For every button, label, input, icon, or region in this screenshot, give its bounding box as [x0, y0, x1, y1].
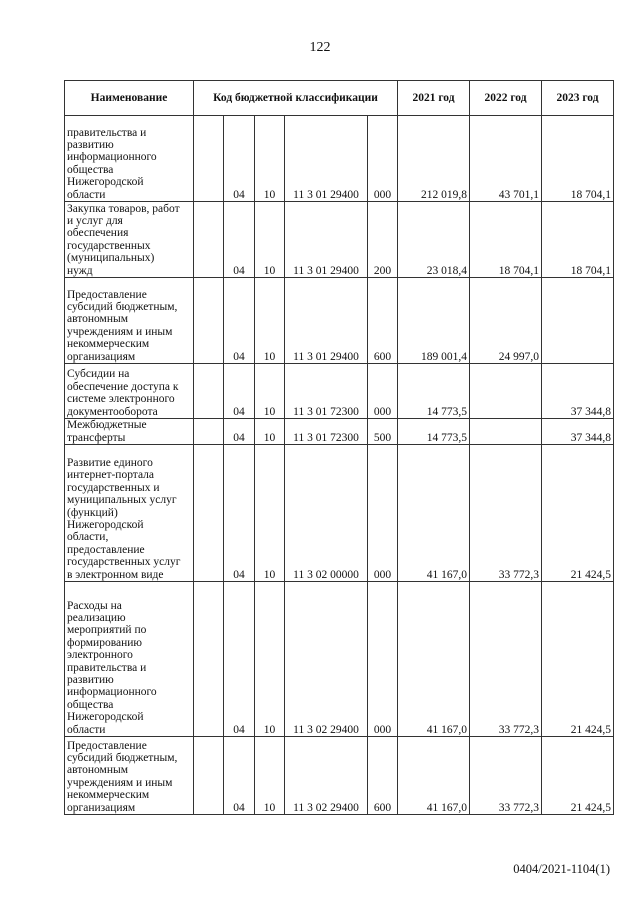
code-expense-type: 000 — [368, 364, 398, 419]
code-expense-type: 200 — [368, 202, 398, 278]
row-name: Предоставление субсидий бюджетным, автономным учреждениям и иным некоммерческим организациям — [65, 737, 194, 815]
row-name: Межбюджетные трансферты — [65, 419, 194, 445]
code-subsection: 10 — [255, 419, 285, 445]
code-subsection: 10 — [255, 445, 285, 582]
code-target-article: 11 3 02 29400 — [285, 582, 368, 737]
value-2023: 21 424,5 — [542, 445, 614, 582]
header-2021: 2021 год — [398, 81, 470, 116]
value-2023: 21 424,5 — [542, 582, 614, 737]
row-name: Развитие единого интернет-портала государственных и муниципальных услуг (функций) Нижегородской области, предоставление государственных услуг в электронном виде — [65, 445, 194, 582]
value-2021: 23 018,4 — [398, 202, 470, 278]
page-number: 122 — [309, 40, 331, 55]
table-row — [65, 445, 614, 582]
header-code: Код бюджетной классификации — [194, 81, 398, 116]
value-2022: 33 772,3 — [470, 445, 542, 582]
code-target-article: 11 3 01 72300 — [285, 419, 368, 445]
value-2021: 14 773,5 — [398, 419, 470, 445]
empty-cell — [194, 737, 224, 815]
value-2023: 18 704,1 — [542, 116, 614, 202]
code-target-article: 11 3 01 29400 — [285, 202, 368, 278]
row-name: Предоставление субсидий бюджетным, автономным учреждениям и иным некоммерческим организациям — [65, 278, 194, 364]
empty-cell — [194, 445, 224, 582]
code-subsection: 10 — [255, 202, 285, 278]
table-row — [65, 278, 614, 364]
header-name: Наименование — [65, 81, 194, 116]
header-2022: 2022 год — [470, 81, 542, 116]
code-subsection: 10 — [255, 116, 285, 202]
value-2022: 18 704,1 — [470, 202, 542, 278]
code-section: 04 — [224, 582, 255, 737]
row-name: Расходы на реализацию мероприятий по формированию электронного правительства и развитию информационного общества Нижегородской области — [65, 582, 194, 737]
budget-table — [64, 80, 614, 815]
value-2023 — [542, 278, 614, 364]
code-section: 04 — [224, 364, 255, 419]
code-section: 04 — [224, 737, 255, 815]
code-target-article: 11 3 01 29400 — [285, 278, 368, 364]
code-section: 04 — [224, 445, 255, 582]
value-2022: 33 772,3 — [470, 737, 542, 815]
value-2021: 14 773,5 — [398, 364, 470, 419]
row-name: Закупка товаров, работ и услуг для обеспечения государственных (муниципальных) нужд — [65, 202, 194, 278]
code-subsection: 10 — [255, 582, 285, 737]
header-2023: 2023 год — [542, 81, 614, 116]
document-code: 0404/2021-1104(1) — [513, 862, 610, 876]
value-2023: 37 344,8 — [542, 364, 614, 419]
value-2022: 33 772,3 — [470, 582, 542, 737]
value-2021: 41 167,0 — [398, 445, 470, 582]
code-subsection: 10 — [255, 364, 285, 419]
value-2023: 37 344,8 — [542, 419, 614, 445]
code-target-article: 11 3 02 29400 — [285, 737, 368, 815]
table-row — [65, 737, 614, 815]
code-section: 04 — [224, 419, 255, 445]
empty-cell — [194, 364, 224, 419]
table-header-row — [65, 81, 614, 116]
value-2022: 43 701,1 — [470, 116, 542, 202]
value-2021: 189 001,4 — [398, 278, 470, 364]
value-2023: 18 704,1 — [542, 202, 614, 278]
code-expense-type: 600 — [368, 278, 398, 364]
code-target-article: 11 3 02 00000 — [285, 445, 368, 582]
value-2022 — [470, 364, 542, 419]
value-2022: 24 997,0 — [470, 278, 542, 364]
empty-cell — [194, 116, 224, 202]
empty-cell — [194, 419, 224, 445]
code-target-article: 11 3 01 72300 — [285, 364, 368, 419]
code-section: 04 — [224, 202, 255, 278]
code-expense-type: 000 — [368, 116, 398, 202]
table-row — [65, 116, 614, 202]
code-section: 04 — [224, 278, 255, 364]
code-expense-type: 600 — [368, 737, 398, 815]
code-subsection: 10 — [255, 737, 285, 815]
value-2023: 21 424,5 — [542, 737, 614, 815]
value-2021: 212 019,8 — [398, 116, 470, 202]
empty-cell — [194, 202, 224, 278]
table-row — [65, 202, 614, 278]
value-2021: 41 167,0 — [398, 582, 470, 737]
empty-cell — [194, 278, 224, 364]
empty-cell — [194, 582, 224, 737]
value-2021: 41 167,0 — [398, 737, 470, 815]
value-2022 — [470, 419, 542, 445]
row-name: Субсидии на обеспечение доступа к системе электронного документооборота — [65, 364, 194, 419]
code-expense-type: 000 — [368, 445, 398, 582]
code-section: 04 — [224, 116, 255, 202]
code-target-article: 11 3 01 29400 — [285, 116, 368, 202]
table-row — [65, 419, 614, 445]
code-expense-type: 000 — [368, 582, 398, 737]
row-name: правительства и развитию информационного общества Нижегородской области — [65, 116, 194, 202]
code-subsection: 10 — [255, 278, 285, 364]
code-expense-type: 500 — [368, 419, 398, 445]
table-row — [65, 364, 614, 419]
table-row — [65, 582, 614, 737]
